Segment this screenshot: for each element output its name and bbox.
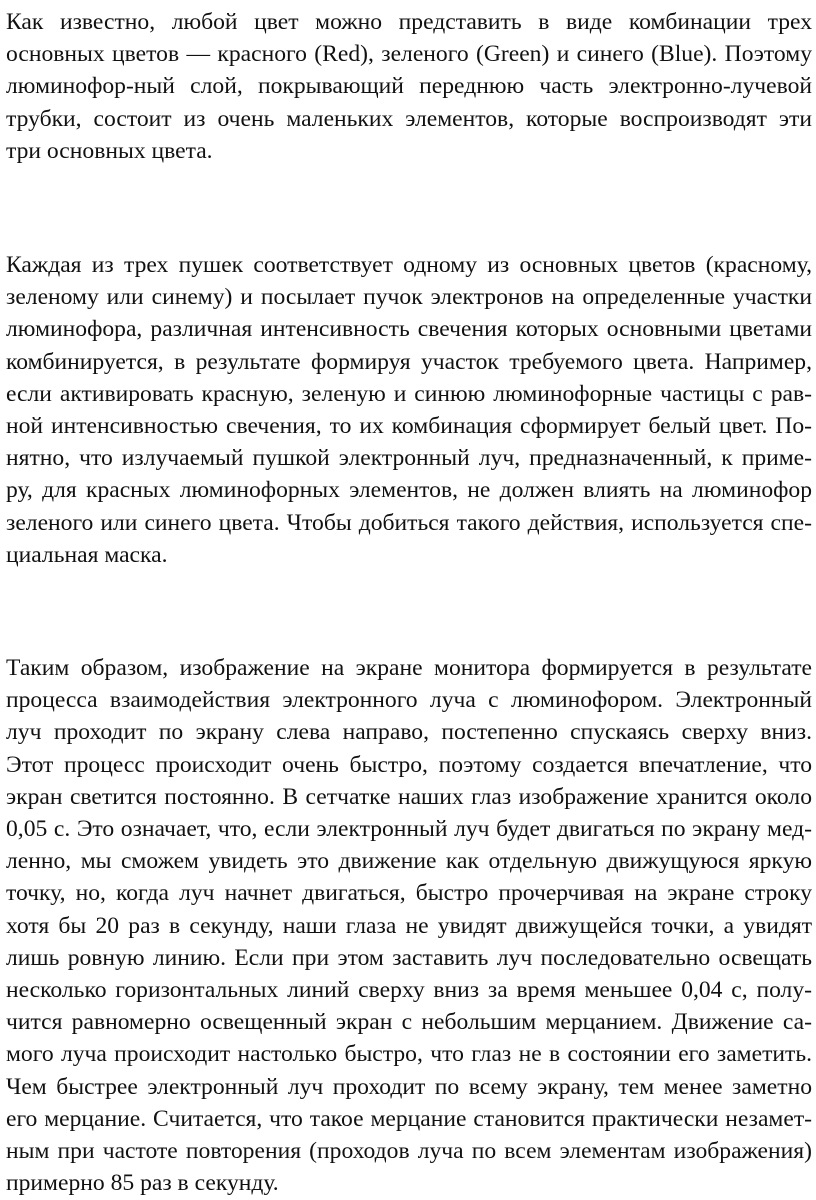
text-line: 0,05 с. Это означает, что, если электронный луч будет двигаться по экрану мед- — [6, 816, 812, 843]
text-line: несколько горизонтальных линий сверху вниз за время меньшее 0,04 с, полу- — [6, 977, 812, 1004]
text-line: Этот процесс происходит очень быстро, поэтому создается впечатление, что — [6, 751, 812, 778]
text-line: ленно, мы сможем увидеть это движение как отдельную движущуюся яркую — [6, 848, 812, 875]
text-line: лишь ровную линию. Если при этом заставить луч последовательно освещать — [6, 944, 812, 971]
text-line: луч проходит по экрану слева направо, постепенно спускаясь сверху вниз. — [6, 719, 812, 746]
text-line: ру, для красных люминофорных элементов, не должен влиять на люминофор — [6, 477, 812, 504]
text-line: хотя бы 20 раз в секунду, наши глаза не увидят движущейся точки, а увидят — [6, 912, 812, 939]
text-line: чится равномерно освещенный экран с небольшим мерцанием. Движение са- — [6, 1009, 812, 1036]
text-line: мого луча происходит настолько быстро, что глаз не в состоянии его заметить. — [6, 1041, 812, 1068]
paragraph-spacer — [6, 167, 812, 249]
text-line: экран светится постоянно. В сетчатке наших глаз изображение хранится около — [6, 783, 812, 810]
text-line: ным при частоте повторения (проходов луча по всем элементам изображения) — [6, 1138, 812, 1165]
text-line: зеленому или синему) и посылает пучок электронов на определенные участки — [6, 284, 812, 311]
text-line: Каждая из трех пушек соответствует одному из основных цветов (красному, — [6, 252, 812, 279]
text-line: зеленого или синего цвета. Чтобы добиться такого действия, используется спе- — [6, 509, 812, 536]
text-line: Таким образом, изображение на экране монитора формируется в результате — [6, 655, 812, 682]
text-line: комбинируется, в результате формируя участок требуемого цвета. Например, — [6, 348, 812, 375]
text-line: примерно 85 раз в секунду. — [6, 1170, 279, 1197]
text-line: Чем быстрее электронный луч проходит по всему экрану, тем менее заметно — [6, 1073, 812, 1100]
text-line: если активировать красную, зеленую и синюю люминофорные частицы с рав- — [6, 380, 812, 407]
paragraph-1 — [6, 6, 812, 167]
paragraph-spacer — [6, 571, 812, 652]
text-line: три основных цвета. — [6, 137, 213, 164]
paragraph-3 — [6, 652, 812, 1199]
text-line: циальная маска. — [6, 541, 168, 568]
text-line: основных цветов — красного (Red), зеленого (Green) и синего (Blue). Поэтому — [6, 41, 812, 68]
document-page — [6, 6, 812, 1200]
text-line: люминофора, различная интенсивность свечения которых основными цветами — [6, 316, 812, 343]
text-line: Как известно, любой цвет можно представить в виде комбинации трех — [6, 9, 812, 35]
text-line: процесса взаимодействия электронного луча с люминофором. Электронный — [6, 687, 812, 714]
text-line: трубки, состоит из очень маленьких элементов, которые воспроизводят эти — [6, 105, 812, 132]
text-line: ной интенсивностью свечения, то их комбинация сформирует белый цвет. По- — [6, 413, 812, 440]
text-line: его мерцание. Считается, что такое мерцание становится практически незамет- — [6, 1105, 812, 1132]
text-line: люминофор-ный слой, покрывающий переднюю часть электронно-лучевой — [6, 73, 812, 100]
text-line: точку, но, когда луч начнет двигаться, быстро прочерчивая на экране строку — [6, 880, 812, 907]
paragraph-2 — [6, 249, 812, 571]
text-line: нятно, что излучаемый пушкой электронный луч, предназначенный, к приме- — [6, 445, 812, 472]
